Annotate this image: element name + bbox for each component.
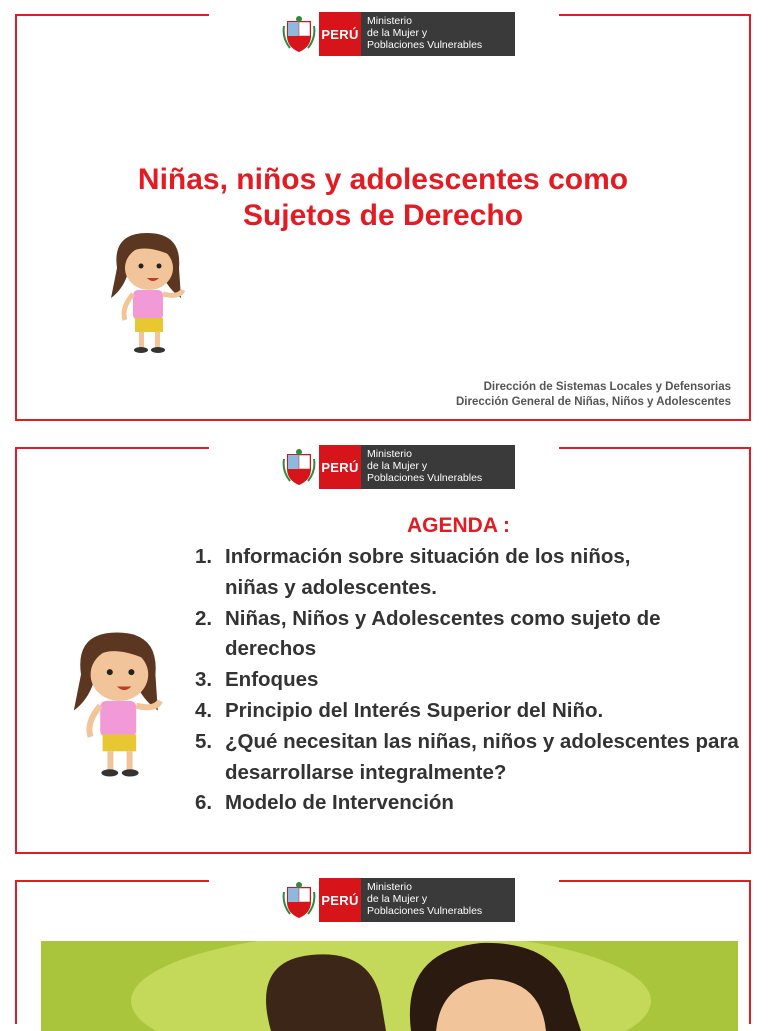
ministry-line: de la Mujer y <box>367 460 428 472</box>
agenda-item <box>195 665 745 696</box>
slide-border-top-right <box>559 14 749 16</box>
ministry-name <box>361 878 515 922</box>
peru-label: PERÚ <box>319 445 361 489</box>
credit-line: Dirección General de Niñas, Niños y Adolescentes <box>455 396 731 408</box>
ministry-line: Poblaciones Vulnerables <box>367 39 483 51</box>
agenda-title: AGENDA : <box>407 514 511 537</box>
ministry-name <box>361 12 515 56</box>
family-illustration <box>41 941 738 1031</box>
agenda-item-number: 5. <box>195 729 213 753</box>
agenda-item-text: Modelo de Intervención <box>225 791 454 815</box>
peru-coat-of-arms-icon <box>279 445 319 489</box>
title-line: Niñas, niños y adolescentes como <box>137 163 629 196</box>
agenda-item-text: Información sobre situación de los niños, niñas y adolescentes. <box>225 545 631 599</box>
peru-label: PERÚ <box>319 12 361 56</box>
agenda-item-text: Niñas, Niños y Adolescentes como sujeto de derechos <box>225 606 661 661</box>
ministry-line: Poblaciones Vulnerables <box>367 472 483 484</box>
agenda-item <box>195 542 745 604</box>
ministry-name <box>361 445 515 489</box>
slide-title <box>15 14 751 421</box>
slide-partial <box>15 880 751 1024</box>
agenda-item-text: ¿Qué necesitan las niñas, niños y adolescentes para desarrollarse integralmente? <box>225 729 739 784</box>
ministry-logo <box>279 878 515 922</box>
agenda-list <box>195 542 745 819</box>
slide-border-top-left <box>17 880 209 882</box>
ministry-logo <box>279 445 515 489</box>
ministry-line: Ministerio <box>367 448 412 460</box>
agenda-item-number: 1. <box>195 545 213 568</box>
family-illustration-icon <box>41 941 738 1031</box>
ministry-line: Ministerio <box>367 881 412 893</box>
slide-border-top-left <box>17 447 209 449</box>
agenda-item-text: Principio del Interés Superior del Niño. <box>225 698 604 722</box>
agenda-item-text: Enfoques <box>225 668 319 692</box>
credit-line: Dirección de Sistemas Locales y Defensorias <box>483 381 731 393</box>
slide-border-top-right <box>559 447 749 449</box>
ministry-line: Ministerio <box>367 15 412 27</box>
peru-coat-of-arms-icon <box>279 12 319 56</box>
slide-border-top-right <box>559 880 749 882</box>
ministry-logo <box>279 12 515 56</box>
agenda-item-number: 2. <box>195 606 213 630</box>
peru-coat-of-arms-icon <box>279 878 319 922</box>
agenda-item <box>195 788 745 819</box>
agenda-item <box>195 604 745 666</box>
peru-label: PERÚ <box>319 878 361 922</box>
agenda-item-number: 3. <box>195 668 213 692</box>
girl-illustration-icon <box>57 607 177 802</box>
title-line: Sujetos de Derecho <box>242 199 524 232</box>
ministry-line: Poblaciones Vulnerables <box>367 905 483 917</box>
slide-title-text <box>17 162 749 234</box>
agenda-item <box>195 696 745 727</box>
agenda-item <box>195 727 745 789</box>
agenda-item-number: 6. <box>195 791 213 815</box>
credits <box>456 380 731 410</box>
ministry-line: de la Mujer y <box>367 893 428 905</box>
slide-border-top-left <box>17 14 209 16</box>
agenda-item-number: 4. <box>195 698 213 722</box>
ministry-line: de la Mujer y <box>367 27 428 39</box>
girl-illustration-icon <box>97 228 197 358</box>
slide-agenda <box>15 447 751 854</box>
